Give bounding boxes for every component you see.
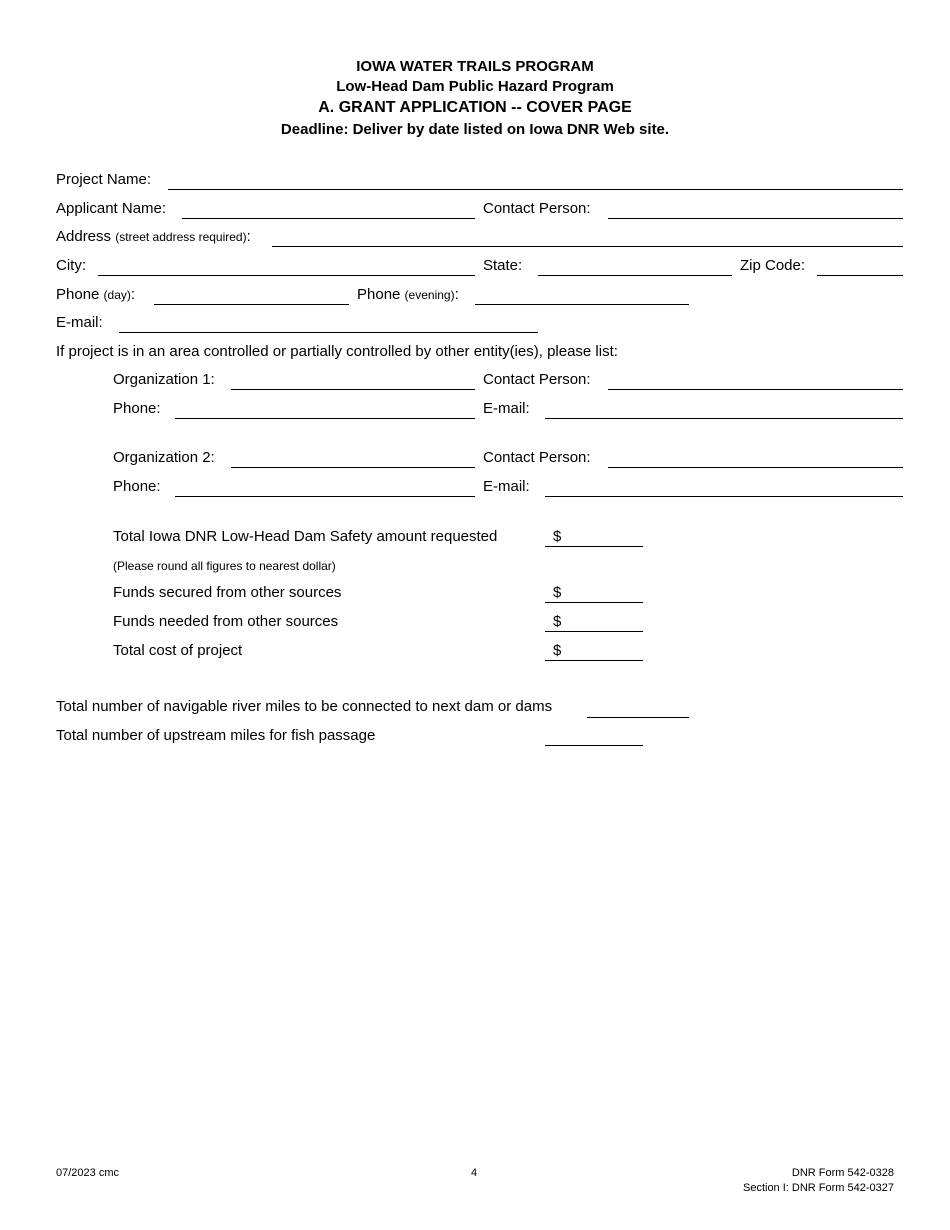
round-note: (Please round all figures to nearest dollar) xyxy=(113,559,336,573)
phone-evening-field[interactable] xyxy=(475,304,689,305)
org1-field[interactable] xyxy=(231,389,475,390)
org2-phone-label: Phone: xyxy=(113,478,161,495)
org1-phone-field[interactable] xyxy=(175,418,475,419)
funds-secured-currency: $ xyxy=(553,584,562,601)
deadline-note: Deadline: Deliver by date listed on Iowa DNR Web site. xyxy=(280,121,670,138)
phone-day-label-text: Phone xyxy=(56,286,100,303)
total-cost-field[interactable] xyxy=(545,660,643,661)
phone-evening-label-text: Phone xyxy=(357,286,401,303)
upstream-miles-label: Total number of upstream miles for fish passage xyxy=(56,727,376,744)
page-number: 4 xyxy=(471,1167,478,1179)
funds-needed-currency: $ xyxy=(553,613,562,630)
org1-email-field[interactable] xyxy=(545,418,903,419)
org1-contact-field[interactable] xyxy=(608,389,903,390)
phone-evening-label: Phone (evening): xyxy=(357,286,459,303)
email-label: E-mail: xyxy=(56,314,103,331)
contact-person-label: Contact Person: xyxy=(483,200,591,217)
project-name-field[interactable] xyxy=(168,189,903,190)
form-title: IOWA WATER TRAILS PROGRAM xyxy=(356,58,594,75)
email-field[interactable] xyxy=(119,332,538,333)
total-cost-currency: $ xyxy=(553,642,562,659)
contact-person-field[interactable] xyxy=(608,218,903,219)
org2-contact-field[interactable] xyxy=(608,467,903,468)
total-requested-currency: $ xyxy=(553,528,562,545)
funds-needed-label: Funds needed from other sources xyxy=(113,613,339,630)
address-field[interactable] xyxy=(272,246,903,247)
footer-date: 07/2023 cmc xyxy=(56,1167,119,1179)
phone-day-label: Phone (day): xyxy=(56,286,136,303)
zip-label: Zip Code: xyxy=(740,257,806,274)
org2-contact-label: Contact Person: xyxy=(483,449,591,466)
org1-phone-label: Phone: xyxy=(113,400,161,417)
phone-evening-note: (evening) xyxy=(404,288,455,302)
entity-prompt: If project is in an area controlled or partially controlled by other entity(ies), please list: xyxy=(56,343,618,360)
address-note: (street address required) xyxy=(115,230,247,244)
org1-label: Organization 1: xyxy=(113,371,215,388)
navigable-miles-label: Total number of navigable river miles to be connected to next dam or dams xyxy=(56,698,553,715)
phone-day-field[interactable] xyxy=(154,304,349,305)
address-label-text: Address xyxy=(56,228,112,245)
project-name-label: Project Name: xyxy=(56,171,152,188)
org2-email-label: E-mail: xyxy=(483,478,530,495)
org2-email-field[interactable] xyxy=(545,496,903,497)
state-label: State: xyxy=(483,257,523,274)
applicant-name-label: Applicant Name: xyxy=(56,200,167,217)
total-requested-label: Total Iowa DNR Low-Head Dam Safety amount requested xyxy=(113,528,498,545)
org2-field[interactable] xyxy=(231,467,475,468)
org1-contact-label: Contact Person: xyxy=(483,371,591,388)
funds-needed-field[interactable] xyxy=(545,631,643,632)
org2-phone-field[interactable] xyxy=(175,496,475,497)
footer-form-number: DNR Form 542-0328 xyxy=(791,1167,894,1179)
state-field[interactable] xyxy=(538,275,732,276)
upstream-miles-field[interactable] xyxy=(545,745,643,746)
city-label: City: xyxy=(56,257,86,274)
navigable-miles-field[interactable] xyxy=(587,717,689,718)
total-requested-field[interactable] xyxy=(545,546,643,547)
applicant-name-field[interactable] xyxy=(182,218,475,219)
total-cost-label: Total cost of project xyxy=(113,642,243,659)
city-field[interactable] xyxy=(98,275,475,276)
org2-label: Organization 2: xyxy=(113,449,215,466)
funds-secured-field[interactable] xyxy=(545,602,643,603)
funds-secured-label: Funds secured from other sources xyxy=(113,584,342,601)
org1-email-label: E-mail: xyxy=(483,400,530,417)
address-label: Address (street address required): xyxy=(56,228,251,245)
footer-section: Section I: DNR Form 542-0327 xyxy=(742,1182,894,1194)
section-title: A. GRANT APPLICATION -- COVER PAGE xyxy=(318,99,632,116)
program-subtitle: Low-Head Dam Public Hazard Program xyxy=(336,78,614,95)
zip-field[interactable] xyxy=(817,275,903,276)
phone-day-note: (day) xyxy=(103,288,131,302)
